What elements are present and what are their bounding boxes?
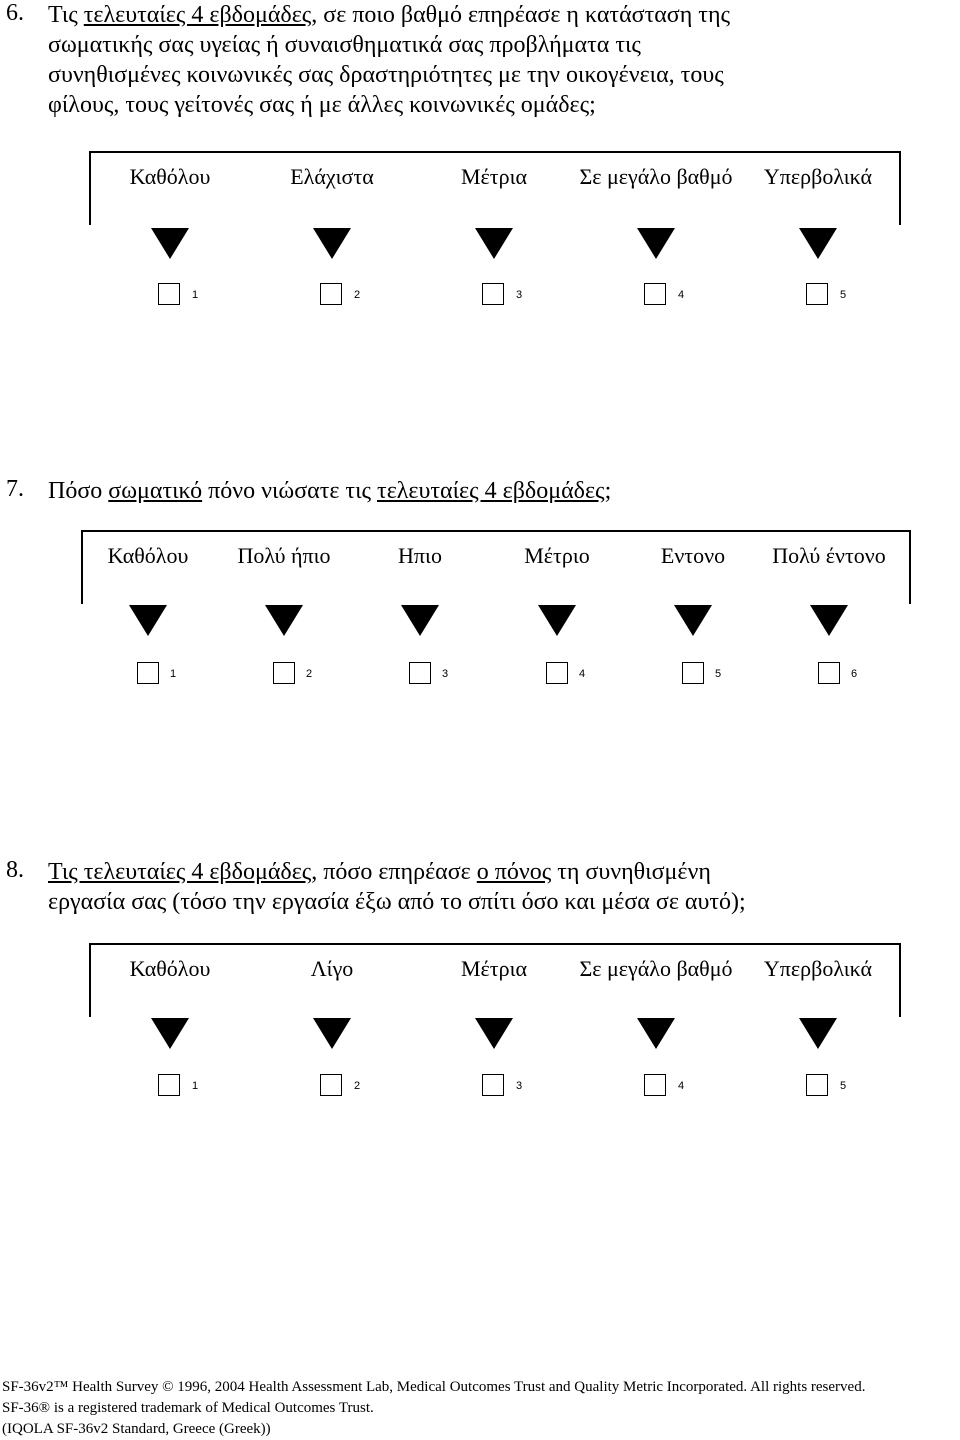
down-arrow-icon xyxy=(799,228,837,259)
response-checkbox[interactable] xyxy=(137,662,159,684)
option-code: 5 xyxy=(840,1080,847,1092)
question-line: σωματικής σας υγείας ή συναισθηματικά σας προβλήματα τις xyxy=(48,32,641,58)
question-text xyxy=(48,476,611,506)
option-code: 4 xyxy=(678,289,685,301)
question-number: 7. xyxy=(6,476,24,502)
option-code: 1 xyxy=(192,1080,199,1092)
response-checkbox[interactable] xyxy=(409,662,431,684)
response-checkbox[interactable] xyxy=(273,662,295,684)
down-arrow-icon xyxy=(538,605,576,636)
question-number: 8. xyxy=(6,857,24,883)
option-label: Καθόλου xyxy=(107,543,189,568)
option-label: Σε μεγάλο βαθμό xyxy=(579,164,733,189)
down-arrow-icon xyxy=(313,228,351,259)
option-label: Μέτριο xyxy=(524,543,590,568)
down-arrow-icon xyxy=(151,1018,189,1049)
underlined-phrase: ο πόνος xyxy=(476,859,552,885)
underlined-phrase: τελευταίες 4 εβδομάδες xyxy=(377,478,605,504)
option-code: 1 xyxy=(192,289,199,301)
down-arrow-icon xyxy=(151,228,189,259)
response-checkbox[interactable] xyxy=(806,283,828,305)
option-code: 2 xyxy=(354,289,361,301)
option-label: Καθόλου xyxy=(129,164,211,189)
question-number: 6. xyxy=(6,0,24,26)
underlined-phrase: τελευταίες 4 εβδομάδες xyxy=(83,2,312,28)
option-code: 3 xyxy=(516,1080,523,1092)
question-line: Πόσο σωματικό πόνο νιώσατε τις τελευταίες 4 εβδομάδες; xyxy=(48,478,612,504)
copyright-line: SF-36v2™ Health Survey © 1996, 2004 Health Assessment Lab, Medical Outcomes Trust and Quality Metric Incorporated. All rights reserved. xyxy=(2,1379,866,1395)
option-code: 3 xyxy=(516,289,523,301)
response-checkbox[interactable] xyxy=(806,1074,828,1096)
option-label: Ελάχιστα xyxy=(290,164,374,189)
down-arrow-icon xyxy=(475,1018,513,1049)
option-label: Υπερβολικά xyxy=(763,164,873,189)
option-label: Υπερβολικά xyxy=(763,956,873,981)
trademark-line: SF-36® is a registered trademark of Medical Outcomes Trust. xyxy=(2,1400,374,1416)
option-code: 4 xyxy=(678,1080,685,1092)
option-label: Μέτρια xyxy=(460,956,528,981)
response-checkbox[interactable] xyxy=(158,283,180,305)
option-code: 2 xyxy=(306,668,313,680)
response-checkbox[interactable] xyxy=(682,662,704,684)
down-arrow-icon xyxy=(637,228,675,259)
down-arrow-icon xyxy=(265,605,303,636)
down-arrow-icon xyxy=(401,605,439,636)
option-code: 6 xyxy=(851,668,858,680)
response-checkbox[interactable] xyxy=(482,283,504,305)
response-checkbox[interactable] xyxy=(158,1074,180,1096)
response-checkbox[interactable] xyxy=(320,1074,342,1096)
option-label: Σε μεγάλο βαθμό xyxy=(579,956,733,981)
response-checkbox[interactable] xyxy=(546,662,568,684)
question-line: Τις τελευταίες 4 εβδομάδες, σε ποιο βαθμό επηρέασε η κατάσταση της xyxy=(48,2,730,28)
down-arrow-icon xyxy=(637,1018,675,1049)
option-label: Εντονο xyxy=(660,543,726,568)
response-checkbox[interactable] xyxy=(320,283,342,305)
option-label: Λίγο xyxy=(310,956,354,981)
question-text xyxy=(48,857,746,917)
response-checkbox[interactable] xyxy=(644,283,666,305)
option-code: 2 xyxy=(354,1080,361,1092)
option-code: 5 xyxy=(715,668,722,680)
option-label: Πολύ ήπιο xyxy=(237,543,331,568)
question-line: συνηθισμένες κοινωνικές σας δραστηριότητες με την οικογένεια, τους xyxy=(48,62,724,88)
response-checkbox[interactable] xyxy=(482,1074,504,1096)
option-label: Ηπιο xyxy=(398,543,442,568)
question-line: Τις τελευταίες 4 εβδομάδες, πόσο επηρέασε ο πόνος τη συνηθισμένη xyxy=(48,859,711,885)
option-label: Πολύ έντονο xyxy=(772,543,886,568)
response-checkbox[interactable] xyxy=(644,1074,666,1096)
option-code: 4 xyxy=(579,668,586,680)
down-arrow-icon xyxy=(475,228,513,259)
option-label: Καθόλου xyxy=(129,956,211,981)
question-line: φίλους, τους γείτονές σας ή με άλλες κοινωνικές ομάδες; xyxy=(48,92,596,118)
underlined-phrase: Τις τελευταίες 4 εβδομάδες xyxy=(48,859,312,885)
option-code: 1 xyxy=(170,668,177,680)
option-label: Μέτρια xyxy=(460,164,528,189)
response-checkbox[interactable] xyxy=(818,662,840,684)
down-arrow-icon xyxy=(129,605,167,636)
question-line: εργασία σας (τόσο την εργασία έξω από το σπίτι όσο και μέσα σε αυτό); xyxy=(48,889,746,915)
version-line: (IQOLA SF-36v2 Standard, Greece (Greek)) xyxy=(2,1421,271,1437)
underlined-phrase: σωματικό xyxy=(108,478,203,504)
option-code: 5 xyxy=(840,289,847,301)
down-arrow-icon xyxy=(674,605,712,636)
down-arrow-icon xyxy=(313,1018,351,1049)
option-code: 3 xyxy=(442,668,449,680)
question-text xyxy=(48,0,730,120)
down-arrow-icon xyxy=(799,1018,837,1049)
down-arrow-icon xyxy=(810,605,848,636)
